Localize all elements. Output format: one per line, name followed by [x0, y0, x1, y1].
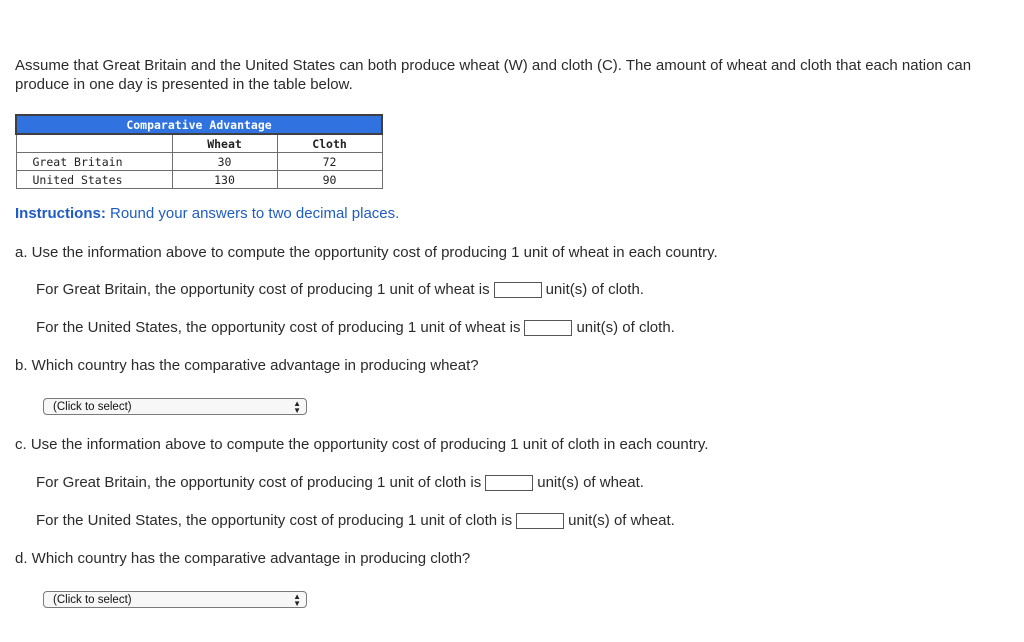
select-value: (Click to select): [53, 400, 132, 413]
row-cloth: 90: [277, 171, 382, 189]
answer-c-us-input[interactable]: [516, 513, 564, 529]
cloth-advantage-select[interactable]: [43, 591, 307, 608]
answer-row-c-gb: [36, 474, 644, 491]
question-a: a. Use the information above to compute the opportunity cost of producing 1 unit of wheat in each country.: [15, 244, 718, 261]
row-country: Great Britain: [16, 153, 172, 171]
instructions: [15, 205, 399, 222]
answer-c-gb-prefix: For Great Britain, the opportunity cost of producing 1 unit of cloth is: [36, 474, 482, 491]
updown-arrow-icon: ▲ ▼: [293, 592, 301, 608]
intro-paragraph: Assume that Great Britain and the United States can both produce wheat (W) and cloth (C). The amount of wheat and cloth that each nation can produce in one day is presented in the table below.: [15, 57, 972, 93]
row-wheat: 30: [172, 153, 277, 171]
answer-a-us-input[interactable]: [524, 320, 572, 336]
answer-c-us-suffix: unit(s) of wheat.: [568, 512, 675, 529]
answer-a-gb-prefix: For Great Britain, the opportunity cost of producing 1 unit of wheat is: [36, 281, 490, 298]
answer-a-us-suffix: unit(s) of cloth.: [576, 319, 675, 336]
table-row: [16, 171, 382, 189]
table-header-cloth: Cloth: [277, 134, 382, 153]
row-wheat: 130: [172, 171, 277, 189]
question-c: c. Use the information above to compute the opportunity cost of producing 1 unit of cloth in each country.: [15, 436, 709, 453]
answer-row-a-us: [36, 319, 675, 336]
answer-row-a-gb: [36, 281, 644, 298]
comparative-advantage-table: [15, 114, 383, 189]
select-value: (Click to select): [53, 593, 132, 606]
table-header-empty: [16, 134, 172, 153]
row-cloth: 72: [277, 153, 382, 171]
updown-arrow-icon: ▲ ▼: [293, 399, 301, 415]
table-row: [16, 153, 382, 171]
answer-a-gb-input[interactable]: [494, 282, 542, 298]
answer-a-gb-suffix: unit(s) of cloth.: [545, 281, 644, 298]
answer-c-gb-suffix: unit(s) of wheat.: [537, 474, 644, 491]
row-country: United States: [16, 171, 172, 189]
answer-c-us-prefix: For the United States, the opportunity cost of producing 1 unit of cloth is: [36, 512, 513, 529]
table-title: Comparative Advantage: [16, 115, 382, 134]
answer-a-us-prefix: For the United States, the opportunity cost of producing 1 unit of wheat is: [36, 319, 521, 336]
question-b: b. Which country has the comparative advantage in producing wheat?: [15, 357, 479, 374]
question-d: d. Which country has the comparative advantage in producing cloth?: [15, 550, 471, 567]
answer-c-gb-input[interactable]: [485, 475, 533, 491]
answer-row-c-us: [36, 512, 675, 529]
table-header-wheat: Wheat: [172, 134, 277, 153]
instructions-text: Round your answers to two decimal places.: [105, 205, 400, 222]
instructions-label: Instructions:: [15, 205, 106, 222]
wheat-advantage-select[interactable]: [43, 398, 307, 415]
